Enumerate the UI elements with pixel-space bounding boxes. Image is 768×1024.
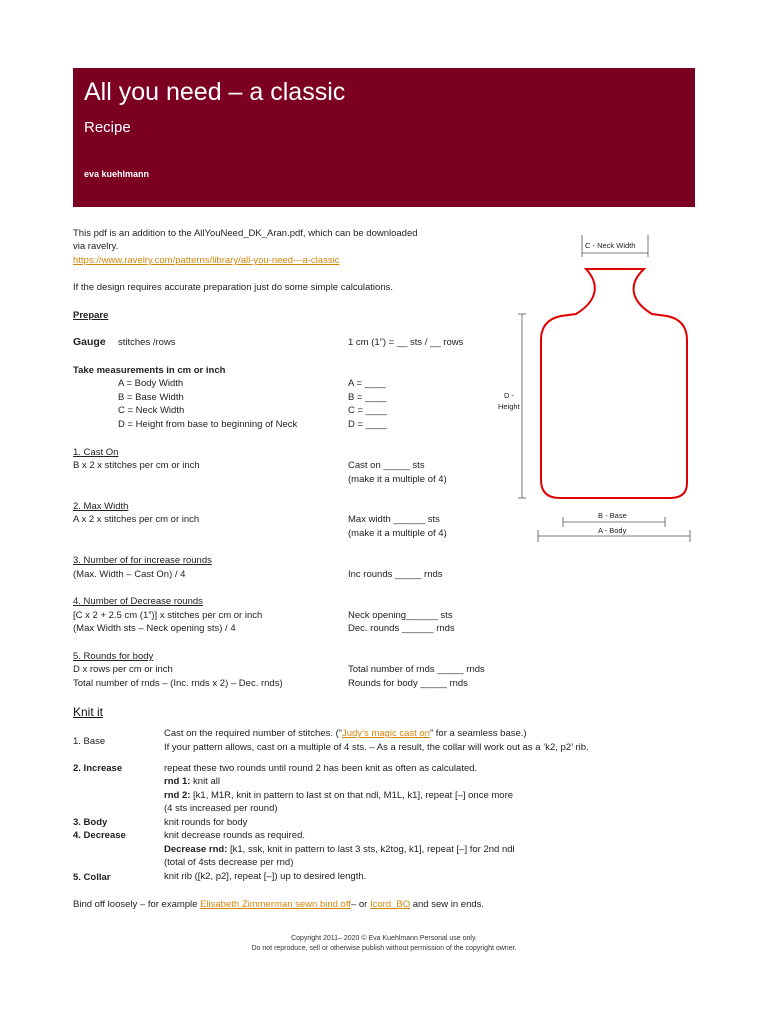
step-decrease-formula-2: (Max Width sts – Neck opening sts) / 4: [73, 623, 236, 634]
icord-bo-link[interactable]: Icord_BO: [369, 899, 411, 910]
step-body-result-2: Rounds for body _____ rnds: [348, 678, 468, 689]
prepare-heading: Prepare: [73, 310, 109, 321]
step-increase-heading: 3. Number of for increase rounds: [73, 555, 212, 566]
ravelry-link[interactable]: https://www.ravelry.com/patterns/library/all-you-need---a-classic: [73, 255, 340, 266]
knit-decrease-note: (total of 4sts decrease per rnd): [164, 857, 294, 868]
measure-heading: Take measurements in cm or inch: [73, 365, 226, 376]
knit-body-label: 3. Body: [73, 817, 108, 828]
step-body-formula-1: D x rows per cm or inch: [73, 664, 173, 675]
knit-collar-text: knit rib ([k2, p2], repeat [–]) up to desired length.: [164, 871, 367, 882]
knit-rnd1-label: rnd 1:: [164, 776, 191, 787]
step-decrease-result-1: Neck opening______ sts: [348, 610, 453, 621]
page-subtitle: Recipe: [84, 119, 131, 136]
author-name: eva kuehlmann: [84, 169, 150, 179]
knit-rnd2: [164, 789, 513, 802]
neck-width-label: C - Neck Width: [585, 241, 636, 250]
knit-increase-label: 2. Increase: [73, 763, 123, 774]
zimmerman-sewn-bind-off-link[interactable]: Elisabeth Zimmerman sewn bind off: [200, 899, 351, 910]
knit-rnd1: [164, 775, 220, 788]
step-max-width-result: Max width ______ sts: [348, 514, 440, 525]
height-label-2: Height: [498, 402, 520, 411]
bottle-diagram: [490, 228, 705, 558]
bind-off-post: and sew in ends.: [410, 899, 485, 910]
knit-decrease-rnd-text: [k1, ssk, knit in pattern to last 3 sts, k2tog, k1], repeat [–] for 2nd ndl: [227, 844, 515, 855]
knit-collar-label: 5. Collar: [73, 872, 111, 883]
step-max-width-note: (make it a multiple of 4): [348, 528, 447, 539]
knit-rnd1-text: knit all: [190, 776, 220, 787]
bind-off-mid: – or: [350, 899, 370, 910]
step-body-heading: 5. Rounds for body: [73, 651, 154, 662]
measure-d-blank: D = ____: [348, 419, 387, 430]
measure-a-blank: A = ____: [348, 378, 386, 389]
footer-permission: Do not reproduce, sell or otherwise publish without permission of the copyright owner.: [251, 945, 517, 952]
knit-base-post: ” for a seamless base.): [429, 728, 527, 739]
measure-b-label: B = Base Width: [118, 392, 184, 403]
intro-line-2: via ravelry.: [73, 241, 119, 252]
intro-note: If the design requires accurate preparation just do some simple calculations.: [73, 282, 394, 293]
knit-body-text: knit rounds for body: [164, 817, 248, 828]
footer-copyright: Copyright 2011– 2020 © Eva Kuehlmann Personal use only.: [291, 935, 477, 942]
measure-d-label: D = Height from base to beginning of Neck: [118, 419, 298, 430]
step-body-result-1: Total number of rnds _____ rnds: [348, 664, 485, 675]
bottle-outline: [541, 269, 687, 498]
knit-increase-line-1: repeat these two rounds until round 2 has been knit as often as calculated.: [164, 763, 478, 774]
step-cast-on-note: (make it a multiple of 4): [348, 474, 447, 485]
title-banner: [73, 68, 695, 207]
bind-off-pre: Bind off loosely – for example: [73, 899, 201, 910]
measure-b-blank: B = ____: [348, 392, 387, 403]
measure-c-blank: C = ____: [348, 405, 387, 416]
measure-a-label: A = Body Width: [118, 378, 184, 389]
intro-line-1: This pdf is an addition to the AllYouNeed_DK_Aran.pdf, which can be downloaded: [73, 228, 418, 239]
step-cast-on-result: Cast on _____ sts: [348, 460, 425, 471]
step-body-formula-2: Total number of rnds – (Inc. rnds x 2) – Dec. rnds): [73, 678, 283, 689]
gauge-label: Gauge: [73, 336, 106, 348]
knit-base-label: 1. Base: [73, 736, 106, 747]
step-cast-on-heading: 1. Cast On: [73, 447, 119, 458]
knit-base-pre: Cast on the required number of stitches. (”: [164, 728, 342, 739]
gauge-formula: 1 cm (1”) = __ sts / __ rows: [348, 337, 464, 348]
step-max-width-formula: A x 2 x stitches per cm or inch: [73, 514, 200, 525]
bind-off-line: [73, 898, 484, 911]
step-increase-formula: (Max. Width – Cast On) / 4: [73, 569, 186, 580]
page-title: All you need – a classic: [84, 78, 346, 106]
gauge-text: stitches /rows: [118, 337, 176, 348]
step-decrease-result-2: Dec. rounds ______ rnds: [348, 623, 455, 634]
knit-decrease-rnd: [164, 843, 515, 856]
step-max-width-heading: 2. Max Width: [73, 501, 129, 512]
knit-decrease-line-1: knit decrease rounds as required.: [164, 830, 305, 841]
step-decrease-formula-1: [C x 2 + 2.5 cm (1”)] x stitches per cm or inch: [73, 610, 263, 621]
height-label-1: D -: [504, 391, 514, 400]
step-increase-result: Inc rounds _____ rnds: [348, 569, 443, 580]
knit-rnd2-text: [k1, M1R, knit in pattern to last st on that ndl, M1L, k1], repeat [–] once more: [190, 790, 514, 801]
step-decrease-heading: 4. Number of Decrease rounds: [73, 596, 203, 607]
knit-base-line-1: [164, 727, 527, 740]
knit-heading: Knit it: [73, 705, 104, 719]
knit-decrease-label: 4. Decrease: [73, 830, 126, 841]
body-width-label: A - Body: [598, 526, 627, 535]
measure-c-label: C = Neck Width: [118, 405, 185, 416]
judys-magic-cast-on-link[interactable]: Judy’s magic cast on: [341, 728, 430, 739]
base-width-label: B - Base: [598, 511, 627, 520]
knit-base-line-2: If your pattern allows, cast on a multiple of 4 sts. – As a result, the collar will work out as a ’k2, p2’ rib.: [164, 742, 589, 753]
knit-decrease-rnd-label: Decrease rnd:: [164, 844, 228, 855]
knit-increase-note: (4 sts increased per round): [164, 803, 278, 814]
step-cast-on-formula: B x 2 x stitches per cm or inch: [73, 460, 200, 471]
knit-rnd2-label: rnd 2:: [164, 790, 191, 801]
